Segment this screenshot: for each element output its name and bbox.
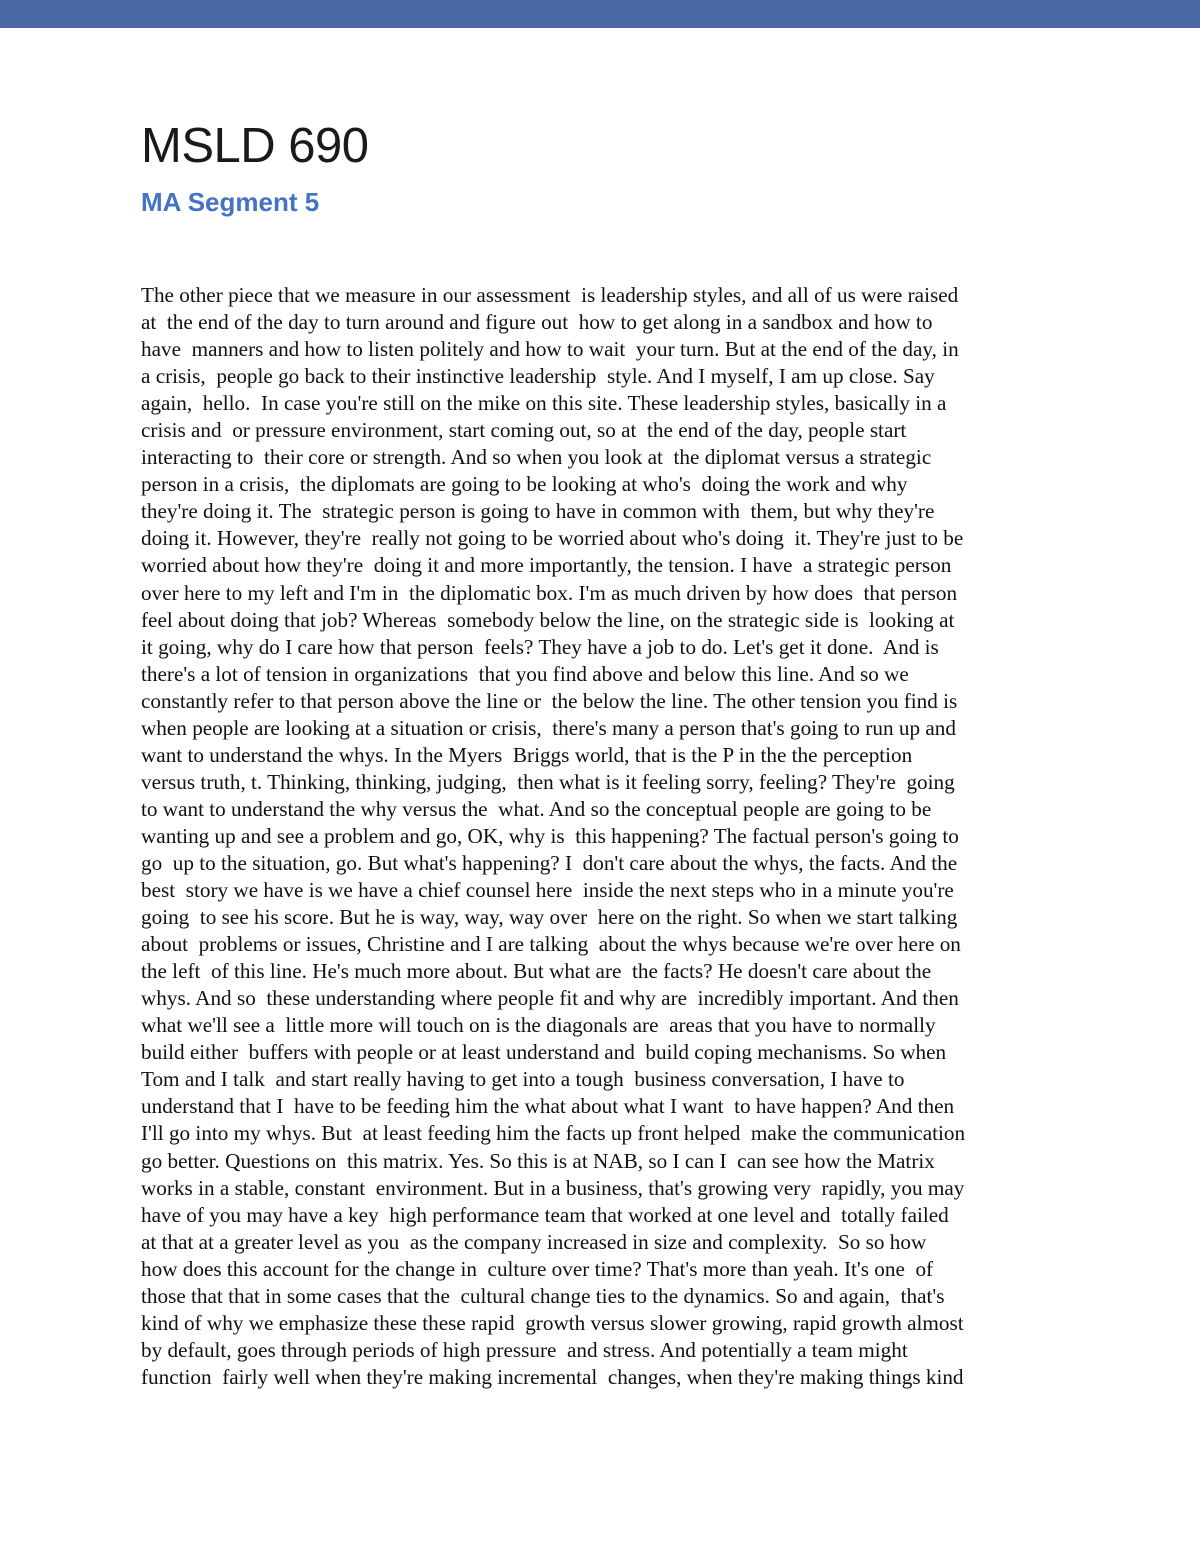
body-text-line: go up to the situation, go. But what's happening? I don't care about the whys, the facts. And the (141, 850, 958, 875)
body-text-line: there's a lot of tension in organizations that you find above and below this line. And so we (141, 661, 909, 686)
body-text-line: it going, why do I care how that person feels? They have a job to do. Let's get it done. And is (141, 634, 939, 659)
body-text-line: constantly refer to that person above the line or the below the line. The other tension you find is (141, 688, 958, 713)
body-text-line: to want to understand the why versus the what. And so the conceptual people are going to be (141, 796, 932, 821)
body-text-line: worried about how they're doing it and more importantly, the tension. I have a strategic person (141, 553, 952, 578)
body-text-line: function fairly well when they're making incremental changes, when they're making things kind (141, 1364, 964, 1389)
body-text-line: have of you may have a key high performance team that worked at one level and totally failed (141, 1202, 949, 1227)
header-bar (0, 0, 1200, 28)
body-text-line: want to understand the whys. In the Myers Briggs world, that is the P in the the perception (141, 742, 913, 767)
body-text-line: how does this account for the change in culture over time? That's more than yeah. It's one of (141, 1256, 934, 1281)
body-text-line: understand that I have to be feeding him the what about what I want to have happen? And then (141, 1094, 955, 1119)
body-text-line: what we'll see a little more will touch on is the diagonals are areas that you have to normally (141, 1013, 936, 1038)
body-text-line: kind of why we emphasize these these rapid growth versus slower growing, rapid growth almost (141, 1310, 964, 1335)
body-text-line: about problems or issues, Christine and I are talking about the whys because we're over here on (141, 932, 961, 957)
body-text-line: works in a stable, constant environment. But in a business, that's growing very rapidly, you may (141, 1175, 965, 1200)
body-text-line: interacting to their core or strength. And so when you look at the diplomat versus a strategic (141, 445, 932, 470)
body-text-line: build either buffers with people or at least understand and build coping mechanisms. So when (141, 1040, 947, 1065)
body-text-line: I'll go into my whys. But at least feeding him the facts up front helped make the communication (141, 1121, 966, 1146)
body-text-line: The other piece that we measure in our assessment is leadership styles, and all of us were raised (141, 283, 959, 307)
body-text-line: over here to my left and I'm in the diplomatic box. I'm as much driven by how does that person (141, 580, 958, 605)
document-subtitle: MA Segment 5 (141, 187, 320, 217)
body-text-line: person in a crisis, the diplomats are going to be looking at who's doing the work and why (141, 472, 908, 497)
body-text-line: go better. Questions on this matrix. Yes. So this is at NAB, so I can I can see how the Matrix (141, 1148, 935, 1173)
body-text-line: again, hello. In case you're still on the mike on this site. These leadership styles, basically in a (141, 391, 947, 416)
body-text-line: have manners and how to listen politely and how to wait your turn. But at the end of the day, in (141, 337, 959, 362)
body-text-line: crisis and or pressure environment, start coming out, so at the end of the day, people start (141, 418, 907, 443)
body-text-line: feel about doing that job? Whereas somebody below the line, on the strategic side is looking at (141, 607, 955, 632)
body-text-line: Tom and I talk and start really having to get into a tough business conversation, I have to (141, 1067, 905, 1092)
body-text-line: at the end of the day to turn around and figure out how to get along in a sandbox and how to (141, 310, 933, 335)
document-title: MSLD 690 (141, 119, 369, 173)
body-text-line: those that that in some cases that the cultural change ties to the dynamics. So and again, that's (141, 1283, 945, 1308)
body-text-line: a crisis, people go back to their instinctive leadership style. And I myself, I am up close. Say (141, 364, 935, 389)
body-text-line: best story we have is we have a chief counsel here inside the next steps who in a minute you're (141, 878, 954, 903)
body-text-line: wanting up and see a problem and go, OK, why is this happening? The factual person's going to (141, 823, 959, 848)
body-text-line: the left of this line. He's much more about. But what are the facts? He doesn't care about the (141, 959, 932, 984)
body-text-line: doing it. However, they're really not going to be worried about who's doing it. They're just to be (141, 526, 964, 551)
document-body (141, 282, 1071, 1391)
body-text-line: when people are looking at a situation or crisis, there's many a person that's going to run up and (141, 715, 956, 740)
body-text-line: they're doing it. The strategic person is going to have in common with them, but why they're (141, 499, 935, 524)
body-text-line: by default, goes through periods of high pressure and stress. And potentially a team might (141, 1337, 908, 1362)
body-text-line: at that at a greater level as you as the company increased in size and complexity. So so how (141, 1229, 927, 1254)
body-text-line: whys. And so these understanding where people fit and why are incredibly important. And then (141, 986, 959, 1011)
body-text-line: going to see his score. But he is way, way, way over here on the right. So when we start talking (141, 905, 958, 930)
body-text-line: versus truth, t. Thinking, thinking, judging, then what is it feeling sorry, feeling? They're going (141, 769, 955, 794)
